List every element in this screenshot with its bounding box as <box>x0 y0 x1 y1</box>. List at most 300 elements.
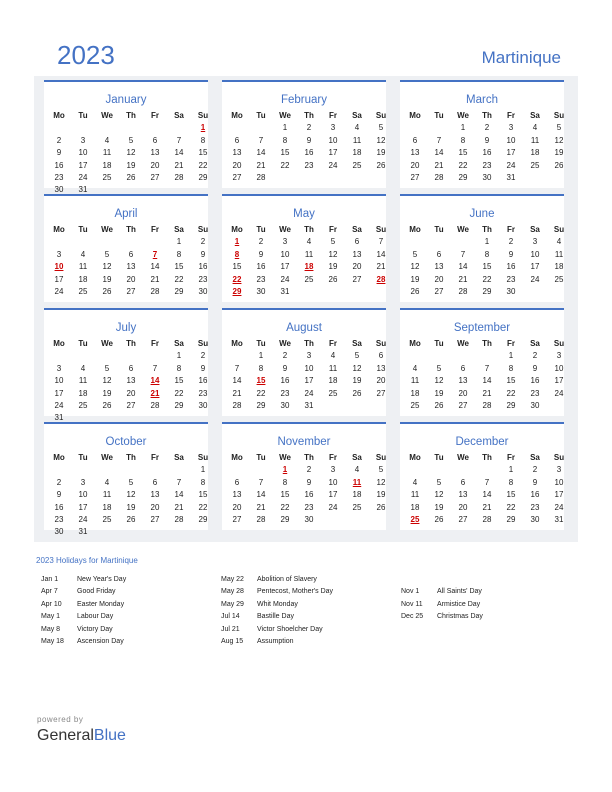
day-cell: 28 <box>174 514 184 524</box>
month-name: April <box>114 208 138 220</box>
day-cell: 18 <box>530 148 540 158</box>
day-cell: 27 <box>150 172 160 182</box>
holiday-date: Jan 1 <box>41 576 59 583</box>
day-cell: 26 <box>554 160 564 170</box>
holiday-date: May 29 <box>221 600 244 608</box>
month-march <box>400 80 564 188</box>
weekday-header: Sa <box>530 111 540 120</box>
day-cell: 16 <box>54 502 64 512</box>
empty-cell <box>119 350 143 362</box>
year-title: 2023 <box>57 40 115 70</box>
month-may <box>222 194 386 302</box>
day-cell: 10 <box>78 148 88 158</box>
weekday-header: Th <box>126 225 136 234</box>
weekday-header: Tu <box>256 339 266 348</box>
month-name: November <box>277 436 331 448</box>
day-cell: 22 <box>482 274 492 284</box>
day-cell: 7 <box>258 477 264 487</box>
day-cell: 16 <box>304 148 314 158</box>
day-cell: 21 <box>482 388 492 398</box>
day-cell: 18 <box>410 388 420 398</box>
day-cell: 27 <box>126 400 136 410</box>
day-cell: 25 <box>78 286 88 296</box>
empty-cell <box>249 464 273 476</box>
holiday-name: Victor Shoelcher Day <box>257 625 323 633</box>
day-cell: 3 <box>532 237 538 247</box>
day-cell: 7 <box>152 363 158 373</box>
empty-cell <box>403 122 427 134</box>
empty-cell <box>451 236 475 248</box>
day-cell: 2 <box>484 123 490 133</box>
weekday-header: Fr <box>151 225 159 234</box>
holiday-date: May 28 <box>221 588 244 596</box>
day-cell: 16 <box>530 490 540 500</box>
holiday-name: Armistice Day <box>437 600 481 608</box>
holiday-date: Jul 21 <box>221 625 240 633</box>
day-cell: 9 <box>306 477 312 487</box>
day-cell: 28 <box>232 400 242 410</box>
day-cell: 11 <box>102 490 112 500</box>
day-cell: 6 <box>128 249 134 259</box>
weekday-header: Th <box>126 111 136 120</box>
empty-cell <box>403 350 427 362</box>
holiday-row <box>401 586 483 598</box>
day-cell: 18 <box>352 148 362 158</box>
day-cell: 23 <box>54 172 64 182</box>
day-cell: 20 <box>232 502 242 512</box>
weekday-header: Fr <box>329 453 337 462</box>
holiday-row <box>41 611 126 623</box>
day-cell: 16 <box>530 376 540 386</box>
day-cell: 31 <box>554 514 564 524</box>
empty-cell <box>71 236 95 248</box>
day-cell: 17 <box>54 274 64 284</box>
day-cell: 1 <box>508 465 514 475</box>
weekday-header: Fr <box>329 339 337 348</box>
day-cell: 17 <box>328 490 338 500</box>
day-cell: 11 <box>78 262 88 272</box>
weekday-header: Tu <box>434 453 444 462</box>
day-cell: 5 <box>104 249 110 259</box>
holiday-day: 1 <box>282 465 288 475</box>
weekday-header: Mo <box>409 225 421 234</box>
day-cell: 31 <box>54 413 64 423</box>
day-cell: 13 <box>458 376 468 386</box>
day-cell: 14 <box>482 490 492 500</box>
month-november <box>222 422 386 530</box>
day-cell: 4 <box>556 237 562 247</box>
day-cell: 25 <box>102 172 112 182</box>
weekday-header: Su <box>197 225 209 234</box>
holiday-date: May 18 <box>41 637 64 645</box>
day-cell: 2 <box>258 237 264 247</box>
day-cell: 8 <box>176 363 182 373</box>
day-cell: 11 <box>328 363 338 373</box>
day-cell: 20 <box>376 376 386 386</box>
weekday-header: Tu <box>256 111 266 120</box>
holiday-date: May 1 <box>41 613 61 621</box>
weekday-header: Th <box>482 111 492 120</box>
day-cell: 7 <box>484 363 490 373</box>
weekday-header: Sa <box>352 111 362 120</box>
weekday-header: We <box>279 111 291 120</box>
day-grid <box>47 452 215 539</box>
empty-cell <box>427 464 451 476</box>
weekday-header: Mo <box>53 225 65 234</box>
day-cell: 17 <box>506 148 516 158</box>
day-cell: 6 <box>460 477 466 487</box>
day-cell: 17 <box>530 262 540 272</box>
day-cell: 29 <box>506 514 516 524</box>
holiday-row <box>401 599 483 611</box>
day-cell: 10 <box>328 477 338 487</box>
day-cell: 17 <box>78 160 88 170</box>
day-cell: 21 <box>434 160 444 170</box>
day-cell: 9 <box>200 249 206 259</box>
weekday-header: Su <box>375 453 387 462</box>
day-cell: 15 <box>198 490 208 500</box>
day-cell: 12 <box>554 135 564 145</box>
day-cell: 2 <box>56 135 62 145</box>
empty-cell <box>403 464 427 476</box>
day-cell: 8 <box>176 249 182 259</box>
day-cell: 27 <box>232 172 242 182</box>
day-cell: 14 <box>458 262 468 272</box>
weekday-header: Th <box>482 453 492 462</box>
weekday-header: Tu <box>78 453 88 462</box>
day-cell: 24 <box>280 274 290 284</box>
day-cell: 6 <box>412 135 418 145</box>
day-cell: 18 <box>102 502 112 512</box>
day-cell: 2 <box>306 465 312 475</box>
day-cell: 4 <box>80 363 86 373</box>
day-cell: 29 <box>506 400 516 410</box>
day-cell: 19 <box>126 502 136 512</box>
day-cell: 31 <box>506 172 516 182</box>
day-cell: 3 <box>80 477 86 487</box>
holiday-column <box>41 574 126 648</box>
day-cell: 22 <box>458 160 468 170</box>
day-cell: 18 <box>102 160 112 170</box>
day-cell: 22 <box>280 502 290 512</box>
weekday-header: Th <box>482 225 492 234</box>
holiday-row <box>221 586 333 598</box>
day-cell: 30 <box>482 172 492 182</box>
weekday-header: Tu <box>78 111 88 120</box>
empty-cell <box>427 236 451 248</box>
weekday-header: Mo <box>409 111 421 120</box>
day-cell: 18 <box>328 376 338 386</box>
weekday-header: Mo <box>231 453 243 462</box>
month-name: July <box>115 322 137 334</box>
weekday-header: Mo <box>231 111 243 120</box>
day-cell: 23 <box>506 274 516 284</box>
day-cell: 28 <box>174 172 184 182</box>
weekday-header: Th <box>126 339 136 348</box>
weekday-header: We <box>457 453 469 462</box>
empty-cell <box>47 236 71 248</box>
day-grid <box>403 338 571 412</box>
day-cell: 20 <box>150 502 160 512</box>
weekday-header: Fr <box>151 111 159 120</box>
day-cell: 25 <box>410 400 420 410</box>
day-cell: 15 <box>198 148 208 158</box>
day-cell: 30 <box>280 400 290 410</box>
month-name: March <box>466 94 498 106</box>
day-cell: 24 <box>304 388 314 398</box>
day-cell: 24 <box>328 502 338 512</box>
day-cell: 24 <box>554 502 564 512</box>
holiday-row <box>401 611 483 623</box>
day-cell: 29 <box>174 286 184 296</box>
weekday-header: Fr <box>151 453 159 462</box>
empty-cell <box>143 464 167 476</box>
day-cell: 14 <box>376 249 386 259</box>
empty-cell <box>451 350 475 362</box>
weekday-header: Tu <box>78 225 88 234</box>
holiday-date: Apr 7 <box>41 588 58 596</box>
day-cell: 10 <box>78 490 88 500</box>
holiday-name: Whit Monday <box>257 600 298 608</box>
day-cell: 20 <box>126 274 136 284</box>
day-cell: 4 <box>306 237 312 247</box>
day-cell: 6 <box>128 363 134 373</box>
holiday-name: Abolition of Slavery <box>257 576 317 583</box>
day-cell: 20 <box>410 160 420 170</box>
day-cell: 7 <box>234 363 240 373</box>
day-cell: 21 <box>482 502 492 512</box>
day-cell: 26 <box>126 514 136 524</box>
day-cell: 7 <box>176 477 182 487</box>
month-september <box>400 308 564 416</box>
day-cell: 11 <box>102 148 112 158</box>
day-cell: 6 <box>460 363 466 373</box>
empty-cell <box>403 236 427 248</box>
day-cell: 22 <box>506 388 516 398</box>
holiday-name: All Saints' Day <box>437 588 482 596</box>
day-cell: 14 <box>174 148 184 158</box>
day-cell: 11 <box>78 376 88 386</box>
holiday-row <box>41 599 126 611</box>
day-cell: 18 <box>78 274 88 284</box>
day-cell: 20 <box>434 274 444 284</box>
day-cell: 18 <box>554 262 564 272</box>
day-cell: 25 <box>352 502 362 512</box>
day-cell: 11 <box>530 135 540 145</box>
day-cell: 14 <box>434 148 444 158</box>
weekday-header: Fr <box>507 111 515 120</box>
day-cell: 8 <box>200 135 206 145</box>
holiday-row <box>41 574 126 586</box>
day-cell: 13 <box>150 148 160 158</box>
day-cell: 4 <box>412 363 418 373</box>
day-cell: 7 <box>258 135 264 145</box>
day-cell: 19 <box>410 274 420 284</box>
weekday-header: Th <box>126 453 136 462</box>
day-cell: 21 <box>458 274 468 284</box>
day-cell: 23 <box>198 388 208 398</box>
weekday-header: Mo <box>231 225 243 234</box>
holiday-column <box>221 574 333 648</box>
day-cell: 26 <box>434 400 444 410</box>
empty-cell <box>119 464 143 476</box>
day-cell: 10 <box>554 363 564 373</box>
weekday-header: Su <box>375 111 387 120</box>
weekday-header: We <box>457 111 469 120</box>
day-cell: 29 <box>482 286 492 296</box>
day-cell: 24 <box>78 172 88 182</box>
day-cell: 11 <box>410 490 420 500</box>
empty-cell <box>475 350 499 362</box>
day-cell: 9 <box>56 148 62 158</box>
weekday-header: Su <box>197 111 209 120</box>
holiday-date: May 22 <box>221 576 244 583</box>
weekday-header: We <box>101 339 113 348</box>
brand-logo[interactable] <box>37 727 126 745</box>
day-grid <box>403 224 571 298</box>
day-cell: 20 <box>458 388 468 398</box>
day-cell: 12 <box>376 477 386 487</box>
empty-cell <box>143 236 167 248</box>
empty-cell <box>143 122 167 134</box>
day-cell: 28 <box>256 514 266 524</box>
day-cell: 2 <box>508 237 514 247</box>
empty-cell <box>427 122 451 134</box>
day-cell: 27 <box>410 172 420 182</box>
holiday-date: Nov 11 <box>401 600 423 608</box>
day-cell: 21 <box>174 502 184 512</box>
day-cell: 3 <box>556 351 562 361</box>
day-cell: 17 <box>304 376 314 386</box>
holiday-row <box>41 636 126 648</box>
empty-cell <box>119 122 143 134</box>
weekday-header: Su <box>553 339 565 348</box>
day-cell: 2 <box>306 123 312 133</box>
day-cell: 17 <box>328 148 338 158</box>
day-cell: 27 <box>458 400 468 410</box>
weekday-header: Sa <box>174 111 184 120</box>
day-cell: 13 <box>232 148 242 158</box>
holiday-date: Aug 15 <box>221 637 244 645</box>
day-cell: 5 <box>378 465 384 475</box>
day-cell: 3 <box>330 123 336 133</box>
weekday-header: Tu <box>434 225 444 234</box>
day-cell: 9 <box>200 363 206 373</box>
day-cell: 26 <box>352 388 362 398</box>
holiday-day: 1 <box>200 123 206 133</box>
day-cell: 6 <box>354 237 360 247</box>
holiday-name: Christmas Day <box>437 613 483 621</box>
day-cell: 18 <box>410 502 420 512</box>
weekday-header: Su <box>197 453 209 462</box>
day-cell: 5 <box>378 123 384 133</box>
weekday-header: Mo <box>409 453 421 462</box>
day-cell: 25 <box>554 274 564 284</box>
empty-cell <box>47 464 71 476</box>
weekday-header: Sa <box>352 453 362 462</box>
day-cell: 20 <box>150 160 160 170</box>
day-cell: 19 <box>352 376 362 386</box>
day-cell: 15 <box>174 376 184 386</box>
day-cell: 13 <box>150 490 160 500</box>
weekday-header: Tu <box>434 339 444 348</box>
day-cell: 8 <box>508 477 514 487</box>
day-cell: 1 <box>200 465 206 475</box>
day-cell: 21 <box>232 388 242 398</box>
day-cell: 10 <box>280 249 290 259</box>
day-cell: 22 <box>198 160 208 170</box>
day-cell: 15 <box>506 490 516 500</box>
day-cell: 26 <box>376 502 386 512</box>
day-cell: 1 <box>176 237 182 247</box>
month-name: December <box>455 436 509 448</box>
empty-cell <box>225 350 249 362</box>
holiday-day: 14 <box>150 376 160 386</box>
day-cell: 31 <box>78 185 88 195</box>
day-cell: 9 <box>484 135 490 145</box>
day-cell: 3 <box>556 465 562 475</box>
day-cell: 6 <box>436 249 442 259</box>
month-january <box>44 80 209 195</box>
day-cell: 12 <box>434 376 444 386</box>
month-name: January <box>105 94 147 106</box>
country-title: Martinique <box>481 48 561 67</box>
day-cell: 28 <box>256 172 266 182</box>
day-cell: 11 <box>304 249 314 259</box>
day-cell: 19 <box>126 160 136 170</box>
day-cell: 19 <box>102 388 112 398</box>
empty-cell <box>119 236 143 248</box>
weekday-header: Su <box>375 339 387 348</box>
day-cell: 5 <box>436 363 442 373</box>
day-cell: 29 <box>198 514 208 524</box>
day-cell: 15 <box>280 148 290 158</box>
holiday-row <box>221 624 333 636</box>
day-cell: 13 <box>458 490 468 500</box>
day-cell: 30 <box>256 286 266 296</box>
holiday-day: 10 <box>54 262 64 272</box>
day-cell: 14 <box>150 262 160 272</box>
day-cell: 15 <box>174 262 184 272</box>
day-cell: 9 <box>56 490 62 500</box>
day-cell: 21 <box>376 262 386 272</box>
weekday-header: Sa <box>352 225 362 234</box>
day-cell: 30 <box>530 514 540 524</box>
weekday-header: Fr <box>329 111 337 120</box>
weekday-header: Tu <box>256 453 266 462</box>
day-cell: 24 <box>54 400 64 410</box>
weekday-header: Sa <box>530 453 540 462</box>
holiday-row <box>221 636 333 648</box>
weekday-header: Su <box>553 225 565 234</box>
day-cell: 14 <box>174 490 184 500</box>
day-cell: 10 <box>54 376 64 386</box>
day-grid <box>47 338 215 425</box>
weekday-header: We <box>101 225 113 234</box>
day-cell: 30 <box>530 400 540 410</box>
weekday-header: Fr <box>329 225 337 234</box>
month-name: February <box>280 94 328 106</box>
day-cell: 1 <box>508 351 514 361</box>
day-cell: 13 <box>126 262 136 272</box>
day-cell: 30 <box>54 185 64 195</box>
holiday-day: 15 <box>256 376 266 386</box>
holiday-name: Easter Monday <box>77 600 125 608</box>
month-february <box>222 80 386 188</box>
day-cell: 8 <box>508 363 514 373</box>
day-cell: 29 <box>198 172 208 182</box>
holiday-row <box>41 624 126 636</box>
